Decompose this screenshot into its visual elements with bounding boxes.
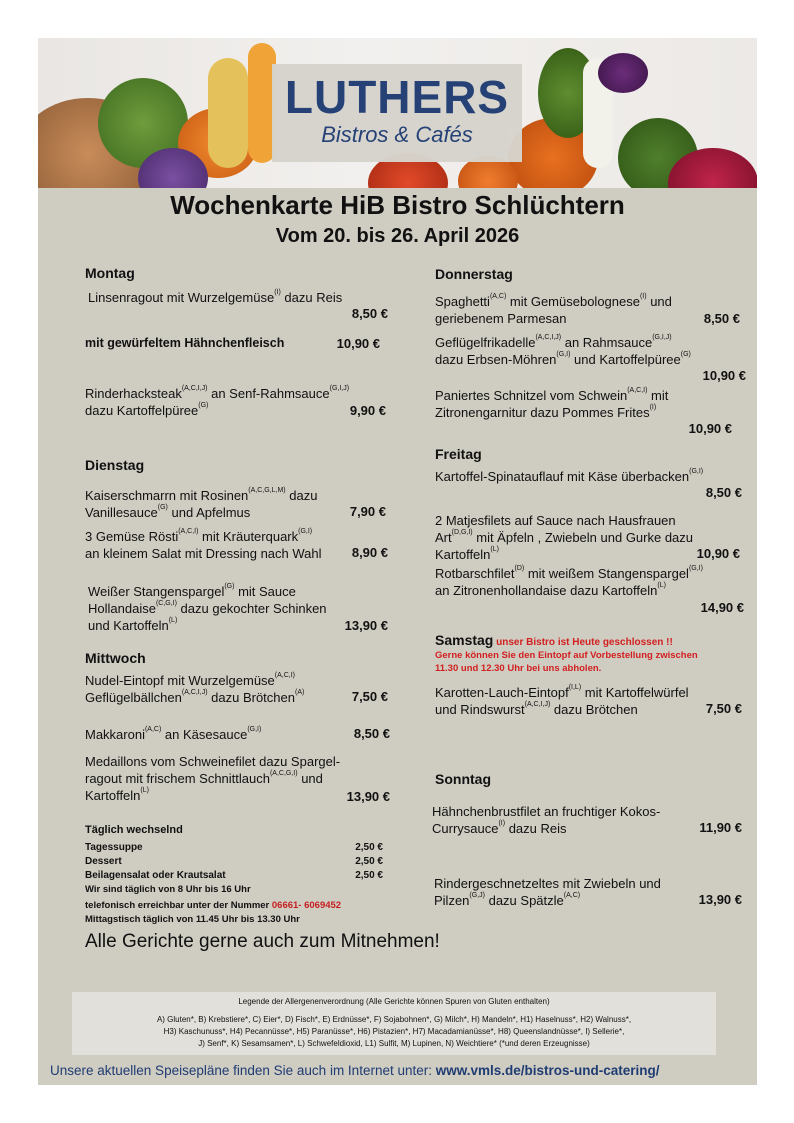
dish-friday-3: Rotbarschfilet$^{(D)}$ mit weißem Stangenspargel$^{(G,I)}$ an Zitronenhollandaise dazu Kartoffeln$^{(L)}$ (435, 565, 703, 598)
dish-thursday-1: Spaghetti$^{(A,C)}$ mit Gemüsebolognese$^{(I)}$ und geriebenem Parmesan (435, 293, 672, 326)
price-thursday-1: 8,50 € (703, 311, 740, 326)
menu-sheet (38, 38, 757, 1085)
day-heading-wednesday: Mittwoch (85, 650, 146, 666)
price-friday-3: 14,90 € (700, 600, 744, 615)
price-wednesday-1: 7,50 € (351, 689, 388, 704)
dish-friday-1: Kartoffel-Spinatauflauf mit Käse überbacken$^{(G,I)}$ (435, 468, 704, 484)
daily-price-3: 2,50 € (355, 870, 383, 881)
dish-monday-1: Linsenragout mit Wurzelgemüse$^{(I)}$ dazu Reis (88, 289, 343, 305)
day-heading-sunday: Sonntag (435, 771, 491, 787)
dish-saturday-1: Karotten-Lauch-Eintopf$^{(I,L)}$ mit Kartoffelwürfel und Rindswurst$^{(A,C,I,J)}$ dazu Brötchen (435, 684, 689, 717)
logo-subtitle: Bistros & Cafés (321, 122, 473, 147)
daily-label-1: Tagessuppe (85, 842, 143, 853)
lunch-hours: Mittagstisch täglich von 11.45 Uhr bis 13.30 Uhr (85, 914, 300, 925)
price-wednesday-2: 8,50 € (353, 726, 390, 741)
phone-line: telefonisch erreichbar unter der Nummer 06661- 6069452 (85, 900, 342, 911)
price-wednesday-3: 13,90 € (346, 789, 390, 804)
dish-monday-2: mit gewürfeltem Hähnchenfleisch (85, 336, 285, 350)
dish-monday-3: Rinderhacksteak$^{(A,C,I,J)}$ an Senf-Rahmsauce$^{(G,I,J)}$ dazu Kartoffelpüree$^{(G)}$ (85, 385, 350, 418)
page-title: Wochenkarte HiB Bistro Schlüchtern (170, 190, 625, 220)
daily-price-1: 2,50 € (355, 842, 383, 853)
day-heading-thursday: Donnerstag (435, 266, 513, 282)
dish-tuesday-3: Weißer Stangenspargel$^{(G)}$ mit Sauce Hollandaise$^{(C,G,I)}$ dazu gekochter Schinken und Kartoffeln$^{(L)}$ (88, 583, 327, 633)
price-tuesday-2: 8,90 € (351, 545, 388, 560)
dish-tuesday-2: 3 Gemüse Rösti$^{(A,C,I)}$ mit Kräuterquark$^{(G,I)}$ an kleinem Salat mit Dressing nach Wahl (85, 528, 322, 561)
day-heading-monday: Montag (85, 265, 135, 281)
price-sunday-1: 11,90 € (699, 820, 742, 835)
daily-label-3: Beilagensalat oder Krautsalat (85, 870, 226, 881)
legend-line-1: A) Gluten*, B) Krebstiere*, C) Eier*, D) Fisch*, E) Erdnüsse*, F) Sojabohnen*, G) Milch*, H) Mandeln*, H1) Haselnuss*, H2) Walnuss*, (156, 1015, 632, 1024)
preorder-note-2: 11.30 und 12.30 Uhr bei uns abholen. (435, 663, 602, 674)
legend-line-3: J) Senf*, K) Sesamsamen*, L) Schwefeldioxid, L1) Sulfit, M) Lupinen, N) Weichtiere* (*und deren Erzeugnisse) (198, 1039, 590, 1048)
price-saturday-1: 7,50 € (705, 701, 742, 716)
day-heading-tuesday: Dienstag (85, 457, 145, 473)
price-thursday-2: 10,90 € (702, 368, 746, 383)
daily-price-2: 2,50 € (355, 856, 383, 867)
day-heading-friday: Freitag (435, 446, 482, 462)
dish-thursday-3: Paniertes Schnitzel vom Schwein$^{(A,C,I)}$ mit Zitronengarnitur dazu Pommes Frites$^{(I)}$ (435, 387, 669, 420)
logo-title: LUTHERS (284, 71, 510, 123)
price-thursday-3: 10,90 € (688, 421, 732, 436)
footer-line: Unsere aktuellen Speisepläne finden Sie auch im Internet unter: www.vmls.de/bistros-und-catering/ (50, 1063, 660, 1078)
price-monday-2: 10,90 € (336, 336, 380, 351)
website-link[interactable]: www.vmls.de/bistros-und-catering/ (435, 1063, 660, 1078)
price-tuesday-3: 13,90 € (344, 618, 388, 633)
dish-wednesday-1: Nudel-Eintopf mit Wurzelgemüse$^{(A,C,I)}$ Geflügelbällchen$^{(A,C,I,J)}$ dazu Brötchen$^{(A)}$ (85, 672, 305, 705)
dish-sunday-2: Rindergeschnetzeltes mit Zwiebeln und Pilzen$^{(G,J)}$ dazu Spätzle$^{(A,C)}$ (434, 876, 661, 908)
day-heading-saturday: Samstag (435, 632, 494, 648)
dish-wednesday-3: Medaillons vom Schweinefilet dazu Spargel- ragout mit frischem Schnittlauch$^{(A,C,G,I)}$ und Kartoffeln$^{(L)}$ (85, 754, 341, 803)
legend-heading: Legende der Allergenenverordnung (Alle Gerichte können Spuren von Gluten enthalten) (238, 997, 550, 1006)
phone-number[interactable]: 06661- 6069452 (271, 900, 342, 911)
price-sunday-2: 13,90 € (698, 892, 742, 907)
daily-label-2: Dessert (85, 856, 122, 867)
logo (272, 64, 522, 162)
legend-body (82, 1014, 706, 1050)
price-tuesday-1: 7,90 € (349, 504, 386, 519)
daily-heading: Täglich wechselnd (85, 824, 183, 836)
price-friday-2: 10,90 € (696, 546, 740, 561)
allergen-legend (72, 992, 716, 1055)
dish-friday-2: 2 Matjesfilets auf Sauce nach Hausfrauen Art$^{(D,G,I)}$ mit Äpfeln , Zwiebeln und Gurke dazu Kartoffeln$^{(L)}$ (435, 513, 694, 562)
legend-line-2: H3) Kaschunuss*, H4) Pecannüsse*, H5) Paranüsse*, H6) Pistazien*, H7) Macadamianüsse*, H8) Queenslandnüsse*, I) Sellerie*, (163, 1027, 625, 1036)
dish-sunday-1: Hähnchenbrustfilet an fruchtiger Kokos- Currysauce$^{(I)}$ dazu Reis (432, 804, 661, 836)
takeaway-note: Alle Gerichte gerne auch zum Mitnehmen! (85, 931, 440, 952)
dish-tuesday-1: Kaiserschmarrn mit Rosinen$^{(A,C,G,L,M)}$ dazu Vanillesauce$^{(G)}$ und Apfelmus (85, 487, 318, 520)
price-monday-3: 9,90 € (349, 403, 386, 418)
saturday-heading-line (435, 632, 673, 650)
price-friday-1: 8,50 € (705, 485, 742, 500)
date-range: Vom 20. bis 26. April 2026 (275, 225, 520, 247)
dish-thursday-2: Geflügelfrikadelle$^{(A,C,I,J)}$ an Rahmsauce$^{(G,I,J)}$ dazu Erbsen-Möhren$^{(G,I)}$ und Kartoffelpüree$^{(G)}$ (435, 334, 691, 367)
closed-notice: unser Bistro ist Heute geschlossen !! (493, 637, 673, 648)
dish-wednesday-2: Makkaroni$^{(A,C)}$ an Käsesauce$^{(G,I)}$ (85, 726, 262, 742)
preorder-note-1: Gerne können Sie den Eintopf auf Vorbestellung zwischen (435, 650, 698, 661)
food-banner-image (38, 38, 757, 188)
opening-hours: Wir sind täglich von 8 Uhr bis 16 Uhr (85, 884, 251, 895)
price-monday-1: 8,50 € (351, 306, 388, 321)
